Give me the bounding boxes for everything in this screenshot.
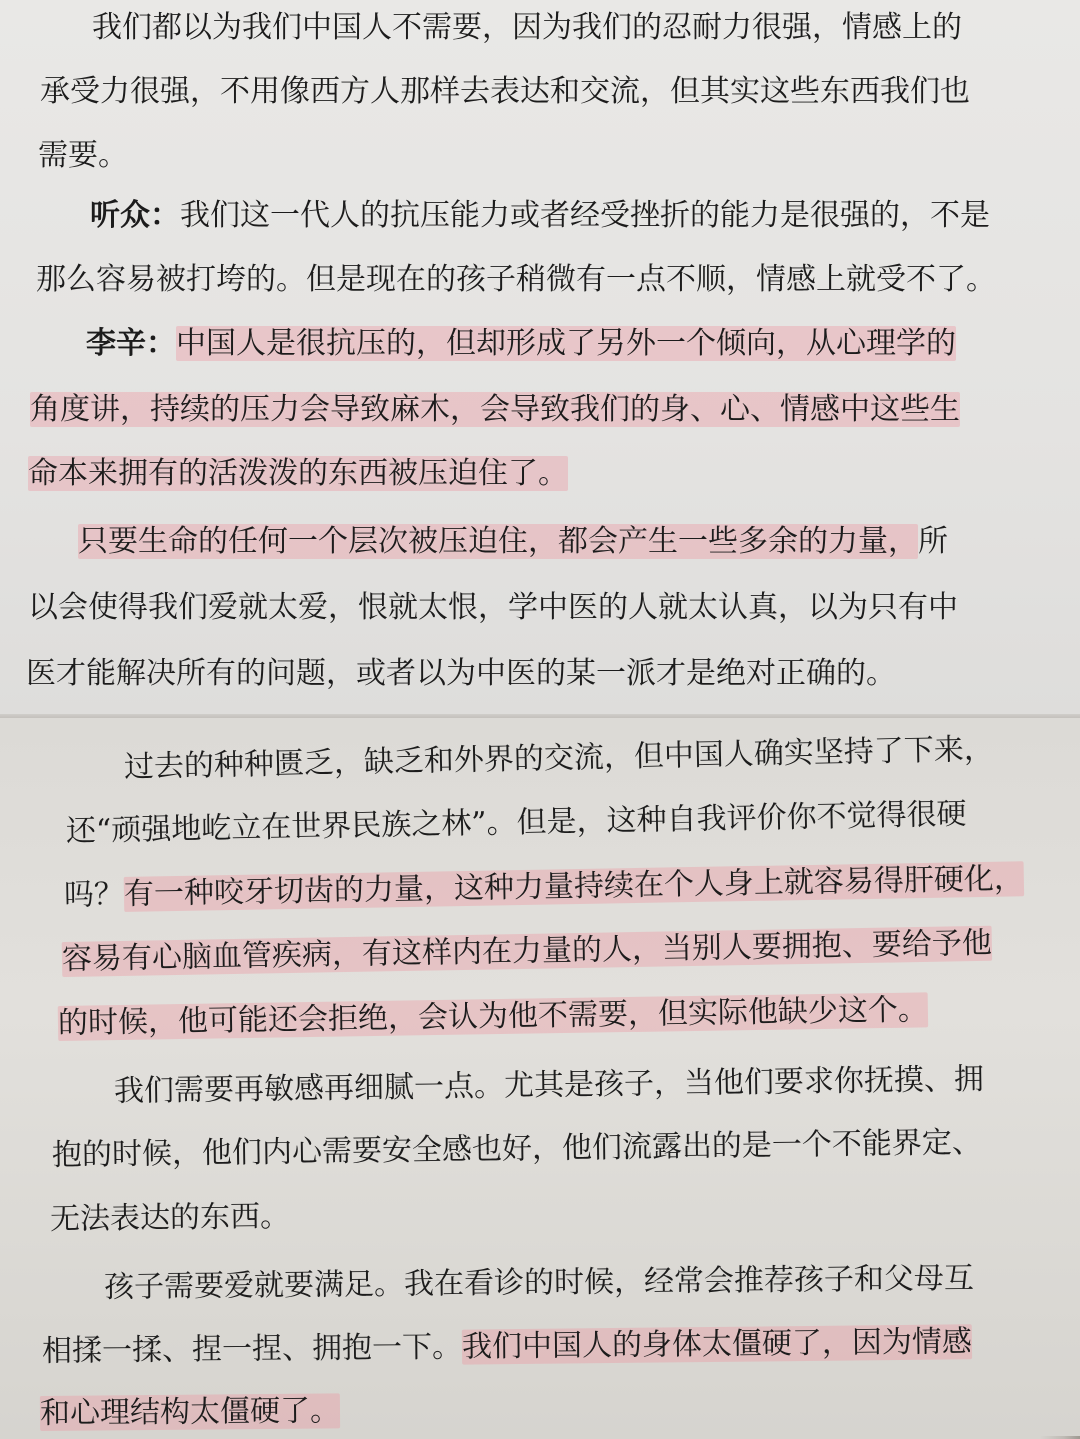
text-line — [66, 793, 967, 854]
text-line — [40, 70, 970, 114]
text-segment: 医才能解决所有的问题，或者以为中医的某一派才是绝对正确的。 — [26, 656, 896, 691]
text-segment: 我们都以为我们中国人不需要，因为我们的忍耐力很强，情感上的 — [92, 10, 962, 45]
text-line — [50, 1195, 291, 1242]
text-segment: 以会使得我们爱就太爱，恨就太恨，学中医的人就太认真，以为只有中 — [28, 590, 958, 625]
text-line — [30, 388, 960, 432]
highlighted-text: 命本来拥有的活泼泼的东西被压迫住了。 — [28, 456, 568, 491]
text-line — [86, 322, 956, 366]
text-line — [26, 652, 896, 696]
text-line — [114, 1058, 985, 1114]
text-segment: 孩子需要爱就要满足。我在看诊的时候，经常会推荐孩子和父母互 — [103, 1260, 975, 1305]
text-segment: 那么容易被打垮的。但是现在的孩子稍微有一点不顺，情感上就受不了。 — [36, 262, 996, 297]
text-segment: 我们这一代人的抗压能力或者经受挫折的能力是很强的，不是 — [180, 198, 990, 233]
text-line — [52, 1121, 983, 1178]
text-line — [62, 922, 993, 982]
text-segment: 过去的种种匮乏，缺乏和外界的交流，但中国人确实坚持了下来， — [123, 731, 995, 785]
speaker-label: 听众： — [90, 198, 180, 233]
text-line — [40, 1389, 340, 1436]
text-line — [42, 1320, 972, 1374]
book-page-photo-bottom — [0, 718, 1080, 1439]
text-line — [58, 988, 929, 1046]
highlighted-text: 我们中国人的身体太僵硬了，因为情感 — [461, 1324, 973, 1365]
text-line — [124, 728, 995, 790]
text-line — [28, 452, 568, 496]
highlighted-text: 和心理结构太僵硬了。 — [39, 1393, 341, 1431]
text-line — [36, 258, 996, 302]
highlighted-text: 有一种咬牙切齿的力量，这种力量持续在个人身上就容易得肝硬化， — [123, 861, 1025, 912]
text-segment: 所 — [918, 524, 948, 559]
text-segment: 需要。 — [38, 138, 128, 173]
highlighted-text: 中国人是很抗压的，但却形成了另外一个倾向，从心理学的 — [176, 326, 956, 361]
text-line — [28, 586, 958, 630]
text-segment: 还“顽强地屹立在世界民族之林”。但是，这种自我评价你不觉得很硬 — [65, 796, 967, 849]
highlighted-text: 容易有心脑血管疾病，有这样内在力量的人，当别人要拥抱、要给予他 — [61, 925, 993, 977]
text-segment: 承受力很强，不用像西方人那样去表达和交流，但其实这些东西我们也 — [40, 74, 970, 109]
text-segment: 无法表达的东西。 — [49, 1199, 291, 1237]
text-line — [90, 194, 990, 238]
text-line — [92, 6, 962, 50]
book-page-photo-top — [0, 0, 1080, 716]
speaker-label: 李辛： — [86, 326, 176, 361]
text-line — [78, 520, 948, 564]
highlighted-text: 角度讲，持续的压力会导致麻木，会导致我们的身、心、情感中这些生 — [30, 392, 960, 427]
highlighted-text: 的时候，他可能还会拒绝，会认为他不需要，但实际他缺少这个。 — [57, 992, 929, 1041]
text-line — [104, 1257, 974, 1310]
text-line — [64, 857, 1025, 918]
text-segment: 我们需要再敏感再细腻一点。尤其是孩子，当他们要求你抚摸、拥 — [113, 1061, 985, 1109]
highlighted-text: 只要生命的任何一个层次被压迫住，都会产生一些多余的力量， — [78, 524, 918, 559]
text-segment: 吗？ — [63, 876, 125, 913]
text-segment: 抱的时候，他们内心需要安全感也好，他们流露出的是一个不能界定、 — [51, 1125, 983, 1173]
text-line — [38, 134, 128, 178]
text-segment: 相揉一揉、捏一捏、拥抱一下。 — [41, 1329, 463, 1369]
